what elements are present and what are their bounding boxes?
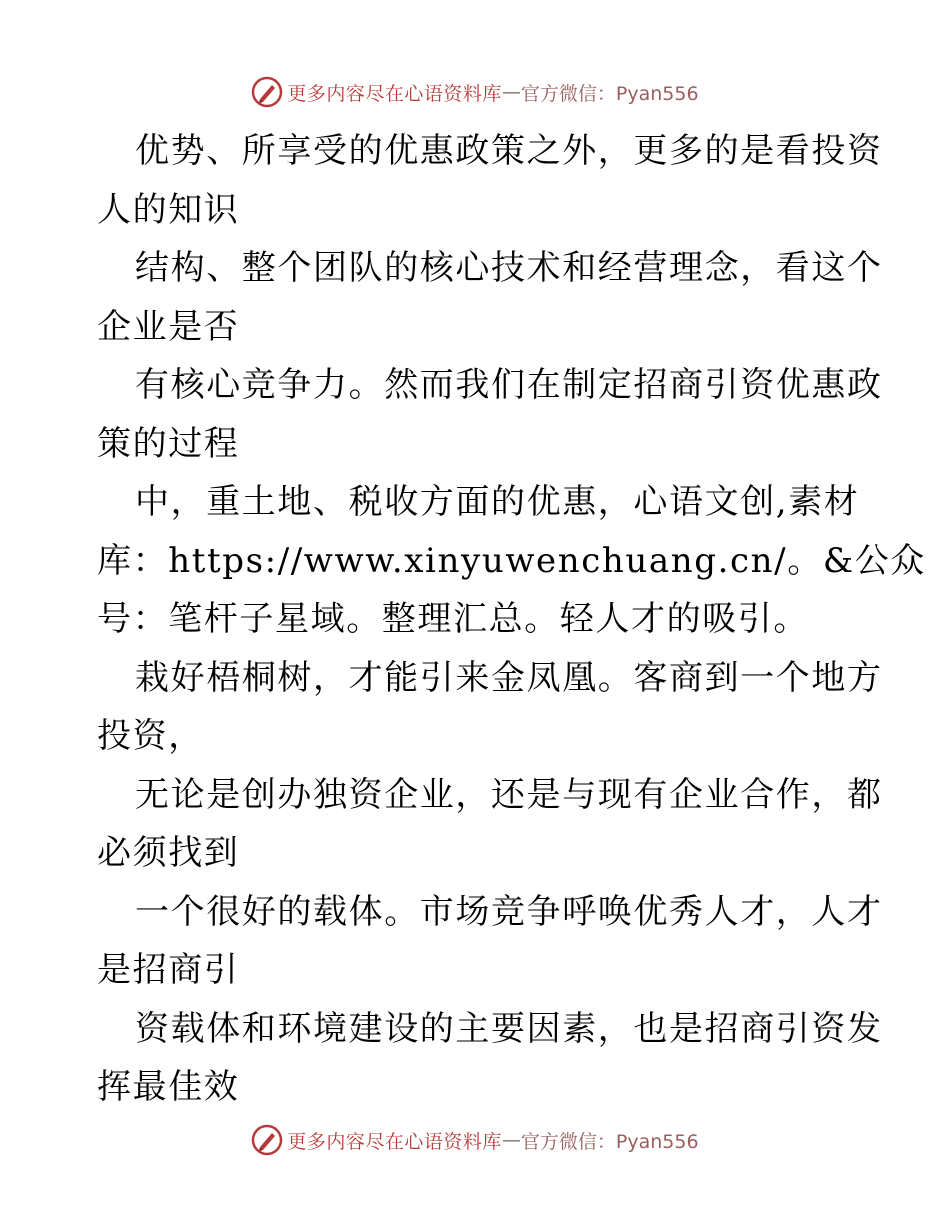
paragraph-line: 有核心竞争力。然而我们在制定招商引资优惠政 [135,365,883,405]
header-separator: — [501,81,521,103]
header-banner [0,72,950,112]
paragraph-line: 中，重土地、税收方面的优惠，心语文创,素材 [135,482,860,522]
footer-banner-text: 更多内容尽在心语资料库 [287,1130,502,1153]
paragraph-line: 投资， [97,716,204,756]
header-wechat-text: 官方微信：Pyan556 [520,82,699,105]
paragraph-line: 策的过程 [97,423,240,464]
paragraph-line: 是招商引 [97,950,240,990]
paragraph-line: 人的知识 [97,189,240,230]
paragraph-line: 挥最佳效 [97,1067,240,1107]
paragraph-line: 企业是否 [97,306,240,347]
header-banner-text: 更多内容尽在心语资料库 [287,82,502,105]
paragraph-line: 库：https://www.xinyuwenchuang.cn/。&公众 [97,540,926,581]
paragraph-line: 号：笔杆子星域。整理汇总。轻人才的吸引。 [97,599,809,639]
paragraph-line: 无论是创办独资企业，还是与现有企业合作，都 [135,774,883,815]
paragraph-line: 结构、整个团队的核心技术和经营理念，看这个 [135,248,883,288]
footer-banner [0,1120,950,1160]
document-body [97,122,926,1117]
paragraph-line: 优势、所享受的优惠政策之外，更多的是看投资 [135,131,883,171]
paragraph-line: 资载体和环境建设的主要因素，也是招商引资发 [135,1008,883,1049]
footer-separator: — [501,1129,521,1151]
pen-logo-icon [251,1124,283,1156]
footer-wechat-text: 官方微信：Pyan556 [520,1130,699,1153]
paragraph-line: 必须找到 [97,833,240,873]
pen-logo-icon [251,76,283,108]
paragraph-line: 栽好梧桐树，才能引来金凤凰。客商到一个地方 [135,657,883,698]
paragraph-line: 一个很好的载体。市场竞争呼唤优秀人才，人才 [135,891,883,932]
